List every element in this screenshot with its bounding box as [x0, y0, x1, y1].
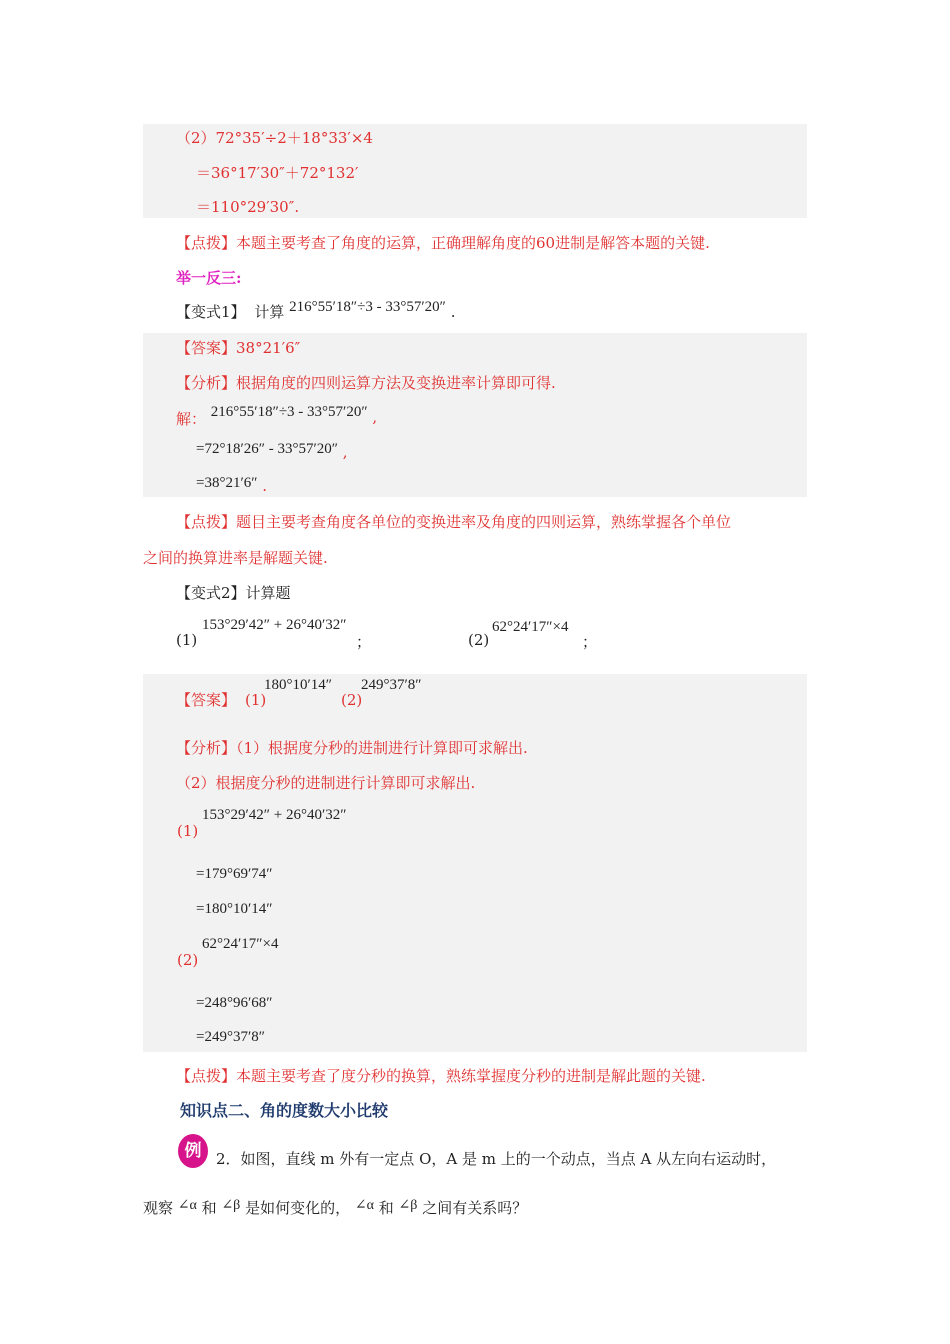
- solution-label: 解：: [176, 410, 207, 428]
- math-expression: 216°55′18″÷3 - 33°57′20″: [210, 404, 368, 420]
- answer-value: 38°21′6″: [236, 339, 301, 357]
- punctuation: ,: [372, 408, 378, 426]
- variant-prefix: 计算: [254, 303, 285, 321]
- answer-label: 【答案】: [176, 339, 237, 357]
- solution-line: [176, 404, 378, 428]
- drill-heading: 举一反三:: [176, 269, 242, 287]
- math-expression: 153°29′42″ + 26°40′32″: [202, 617, 347, 633]
- math-step: =180°10′14″: [196, 901, 273, 917]
- math-step: =248°96′68″: [196, 995, 273, 1011]
- variant-label: 【变式1】: [176, 303, 246, 321]
- answer-line: [176, 338, 300, 358]
- example-text: 2．如图，直线 m 外有一定点 O，A 是 m 上的一个动点，当点 A 从左向右运动时，: [216, 1150, 777, 1168]
- answer-part-2: (2): [341, 691, 363, 709]
- problem-1: [176, 630, 197, 650]
- solution-line: [196, 476, 267, 497]
- angle-alpha: ∠α: [354, 1198, 374, 1213]
- angle-beta: ∠β: [221, 1198, 241, 1213]
- math-expression: 180°10′14″: [264, 677, 333, 693]
- text-run: 观察: [143, 1199, 174, 1217]
- punctuation: ,: [342, 443, 348, 461]
- problem-number: (1): [177, 822, 199, 840]
- punctuation: ；: [582, 633, 598, 651]
- angle-alpha: ∠α: [177, 1198, 197, 1213]
- math-expression: 62°24′17″×4: [492, 619, 569, 635]
- analysis-text: 【分析】（1）根据度分秒的进制进行计算即可求解出.: [176, 739, 528, 757]
- math-expression: =38°21′6″: [196, 475, 258, 491]
- problem-2: [468, 630, 489, 650]
- example-text: [143, 1198, 527, 1220]
- answer-label: 【答案】: [176, 691, 237, 709]
- math-step: =249°37′8″: [196, 1029, 265, 1045]
- sentence-end: .: [450, 303, 456, 321]
- math-step: =179°69′74″: [196, 866, 273, 882]
- section-heading: 知识点二、角的度数大小比较: [180, 1101, 389, 1120]
- punctuation: .: [262, 477, 268, 495]
- text-run: 是如何变化的，: [245, 1199, 351, 1217]
- text-run: 和: [201, 1199, 217, 1217]
- calc-line: （2）72°35′÷2＋18°33′×4: [176, 129, 373, 147]
- variant-2-label: 【变式2】计算题: [176, 584, 291, 602]
- math-expression: 216°55′18″÷3 - 33°57′20″: [289, 299, 446, 315]
- math-expression: 62°24′17″×4: [202, 936, 279, 952]
- problem-number: (2): [177, 951, 199, 969]
- text-run: 和: [378, 1199, 394, 1217]
- tip-text: 【点拨】本题主要考查了度分秒的换算，熟练掌握度分秒的进制是解此题的关键.: [176, 1067, 706, 1085]
- example-badge: 例: [178, 1134, 208, 1168]
- analysis-text: （2）根据度分秒的进制进行计算即可求解出.: [176, 774, 476, 792]
- math-expression: 249°37′8″: [361, 677, 422, 693]
- math-expression: 153°29′42″ + 26°40′32″: [202, 807, 347, 823]
- tip-text: 【点拨】本题主要考查了角度的运算，正确理解角度的60进制是解答本题的关键.: [176, 234, 710, 252]
- analysis-text: 【分析】根据角度的四则运算方法及变换进率计算即可得.: [176, 374, 556, 392]
- math-expression: =72°18′26″ - 33°57′20″: [196, 441, 339, 457]
- problem-number: (1): [176, 631, 198, 649]
- calc-line: ＝110°29′30″.: [196, 198, 300, 216]
- punctuation: ；: [356, 633, 372, 651]
- tip-text: 【点拨】题目主要考查角度各单位的变换进率及角度的四则运算，熟练掌握各个单位: [176, 513, 732, 531]
- angle-beta: ∠β: [398, 1198, 418, 1213]
- text-run: 之间有关系吗？: [422, 1199, 528, 1217]
- variant-1: [176, 299, 456, 323]
- problem-number: (2): [468, 631, 490, 649]
- solution-line: [196, 442, 348, 463]
- calc-line: ＝36°17′30″＋72°132′: [196, 164, 359, 182]
- tip-text: 之间的换算进率是解题关键.: [143, 549, 328, 567]
- answer-part-1: (1): [245, 691, 267, 709]
